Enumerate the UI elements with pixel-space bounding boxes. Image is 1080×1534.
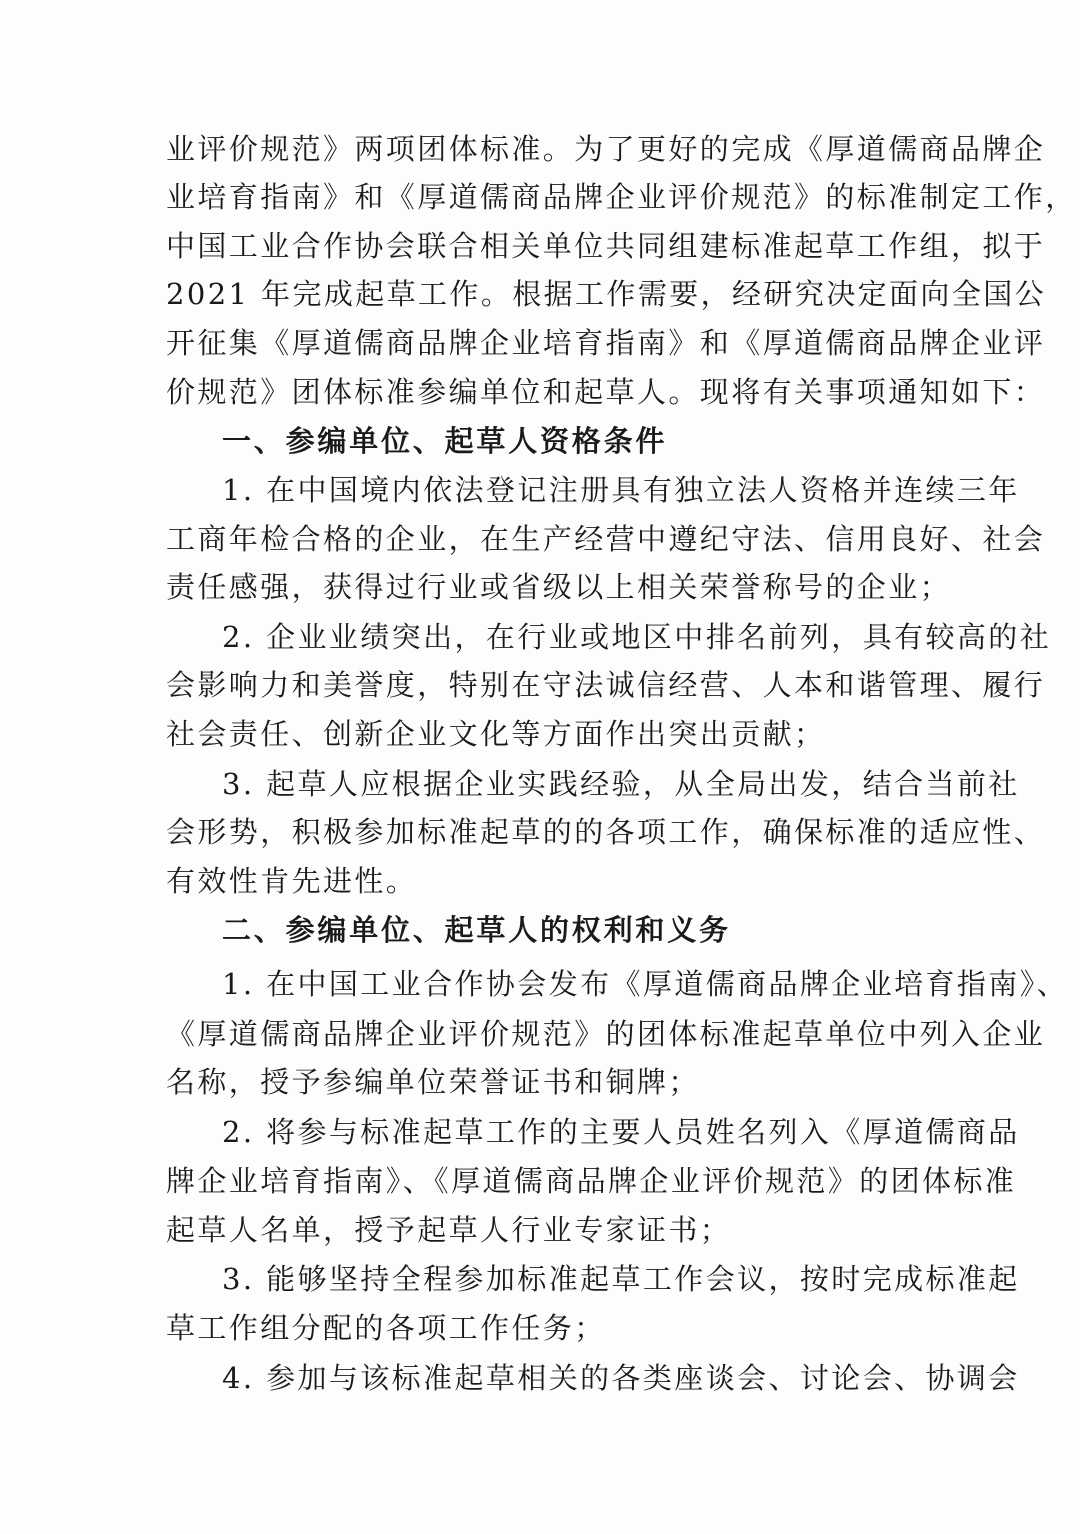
list-item-line: 名称，授予参编单位荣誉证书和铜牌； bbox=[166, 1065, 700, 1099]
list-item-line: 2. 企业业绩突出，在行业或地区中排名前列，具有较高的社 bbox=[222, 620, 1052, 654]
paragraph-line: 2021 年完成起草工作。根据工作需要，经研究决定面向全国公 bbox=[166, 277, 1047, 311]
list-item-line: 1. 在中国工业合作协会发布《厚道儒商品牌企业培育指南》、 bbox=[222, 967, 1068, 1001]
paragraph-line: 价规范》团体标准参编单位和起草人。现将有关事项通知如下： bbox=[166, 375, 1046, 409]
paragraph-line: 业培育指南》和《厚道儒商品牌企业评价规范》的标准制定工作， bbox=[166, 180, 1077, 214]
list-item-line: 3. 起草人应根据企业实践经验，从全局出发，结合当前社 bbox=[222, 767, 1020, 801]
list-item-line: 3. 能够坚持全程参加标准起草工作会议，按时完成标准起 bbox=[222, 1262, 1020, 1296]
list-item-line: 有效性肯先进性。 bbox=[166, 864, 418, 898]
paragraph-line: 中国工业合作协会联合相关单位共同组建标准起草工作组，拟于 bbox=[166, 229, 1046, 263]
list-item-line: 4. 参加与该标准起草相关的各类座谈会、讨论会、协调会 bbox=[222, 1361, 1020, 1395]
paragraph-line: 业评价规范》两项团体标准。为了更好的完成《厚道儒商品牌企 bbox=[166, 132, 1046, 166]
list-item-line: 社会责任、创新企业文化等方面作出突出贡献； bbox=[166, 717, 826, 751]
section-heading-1: 一、参编单位、起草人资格条件 bbox=[222, 424, 668, 458]
section-heading-2: 二、参编单位、起草人的权利和义务 bbox=[222, 913, 731, 947]
list-item-line: 牌企业培育指南》、《厚道儒商品牌企业评价规范》的团体标准 bbox=[166, 1164, 1017, 1198]
list-item-line: 1. 在中国境内依法登记注册具有独立法人资格并连续三年 bbox=[222, 473, 1020, 507]
list-item-line: 草工作组分配的各项工作任务； bbox=[166, 1311, 606, 1345]
list-item-line: 会形势，积极参加标准起草的的各项工作，确保标准的适应性、 bbox=[166, 815, 1046, 849]
list-item-line: 起草人名单，授予起草人行业专家证书； bbox=[166, 1213, 732, 1247]
list-item-line: 责任感强，获得过行业或省级以上相关荣誉称号的企业； bbox=[166, 570, 952, 604]
list-item-line: 工商年检合格的企业，在生产经营中遵纪守法、信用良好、社会 bbox=[166, 522, 1046, 556]
list-item-line: 《厚道儒商品牌企业评价规范》的团体标准起草单位中列入企业 bbox=[166, 1017, 1046, 1051]
list-item-line: 2. 将参与标准起草工作的主要人员姓名列入《厚道儒商品 bbox=[222, 1115, 1020, 1149]
paragraph-line: 开征集《厚道儒商品牌企业培育指南》和《厚道儒商品牌企业评 bbox=[166, 326, 1046, 360]
list-item-line: 会影响力和美誉度，特别在守法诚信经营、人本和谐管理、履行 bbox=[166, 668, 1046, 702]
